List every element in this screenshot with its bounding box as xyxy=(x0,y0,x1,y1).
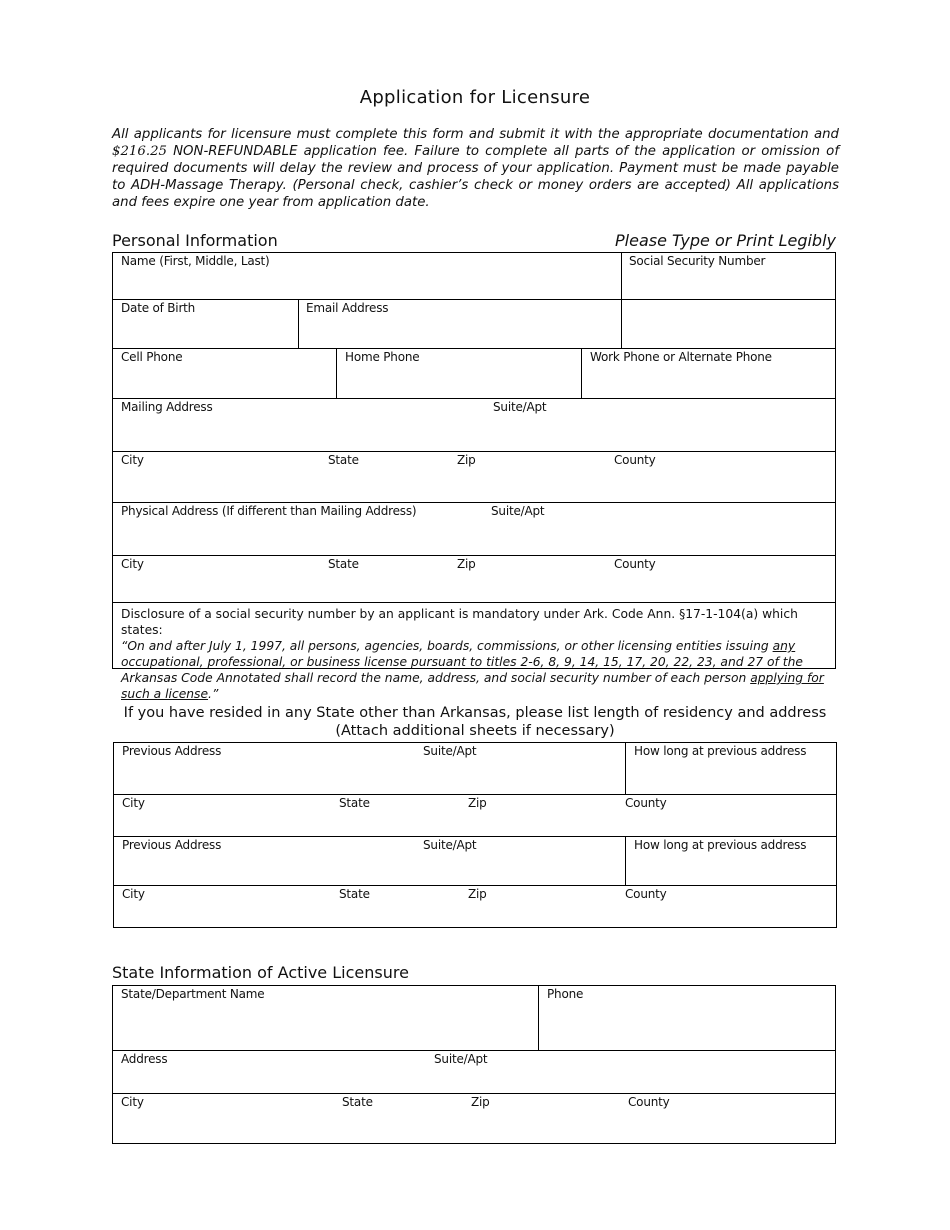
intro-text-2: NON-REFUNDABLE application fee. Failure to complete all parts of the application or omission of required documents will delay the review and process of your application. Payment must be made payable to ADH-Massage Therapy. (Personal check, cashier’s check or money orders are accepted) All applications and fees expire one year from application date. xyxy=(112,144,839,210)
fee-amount: $216.25 xyxy=(112,144,167,159)
email-field[interactable] xyxy=(298,300,621,348)
intro-paragraph xyxy=(112,126,839,211)
ssn-label: Social Security Number xyxy=(629,254,766,268)
prev-suite-label: Suite/Apt xyxy=(423,744,477,758)
ssn-field-continued[interactable] xyxy=(621,300,835,348)
ssn-field[interactable] xyxy=(621,253,835,299)
state-label: State xyxy=(339,796,370,810)
disclosure-quote-1: “On and after July 1, 1997, all persons, agencies, boards, commissions, or other licensing entities issuing xyxy=(121,639,773,653)
zip-label: Zip xyxy=(468,887,487,901)
dept-row xyxy=(113,986,835,1050)
personal-info-heading: Personal Information xyxy=(112,231,278,250)
prev-address-row-2 xyxy=(114,836,836,885)
dept-name-label: State/Department Name xyxy=(121,987,265,1001)
city-label: City xyxy=(122,796,145,810)
how-long-label: How long at previous address xyxy=(634,744,807,758)
work-phone-label: Work Phone or Alternate Phone xyxy=(590,350,772,364)
prev-address-field-2[interactable] xyxy=(114,837,625,885)
home-phone-field[interactable] xyxy=(336,349,581,398)
personal-info-table xyxy=(112,252,836,701)
state-label: State xyxy=(339,887,370,901)
prev-address-row-1 xyxy=(114,743,836,794)
dept-phone-label: Phone xyxy=(547,987,584,1001)
disclosure-quote-3: .” xyxy=(208,687,219,701)
zip-label: Zip xyxy=(457,453,476,467)
prev-city-row-1[interactable] xyxy=(114,794,836,836)
cell-phone-field[interactable] xyxy=(113,349,336,398)
disclosure-any: any xyxy=(772,639,796,653)
residency-subheading: (Attach additional sheets if necessary) xyxy=(335,723,615,739)
mailing-address-label: Mailing Address xyxy=(121,400,213,414)
city-label: City xyxy=(121,453,144,467)
dept-suite-label: Suite/Apt xyxy=(434,1052,488,1066)
disclosure-row xyxy=(113,602,835,701)
mailing-address-row[interactable] xyxy=(113,398,835,451)
dob-field[interactable] xyxy=(113,300,298,348)
disclosure-quote-2: occupational, professional, or business license pursuant to titles 2-6, 8, 9, 14, 15, 17, 20, 22, 23, and 27 of the Arkansas Code Annotated shall record the name, address, and social security number of each person xyxy=(121,655,803,685)
prev-address-field-1[interactable] xyxy=(114,743,625,794)
state-label: State xyxy=(342,1095,373,1109)
physical-address-row[interactable] xyxy=(113,502,835,555)
county-label: County xyxy=(614,453,656,467)
residency-heading: If you have resided in any State other than Arkansas, please list length of residency and address xyxy=(123,705,827,721)
disclosure-intro: Disclosure of a social security number by an applicant is mandatory under Ark. Code Ann. §17-1-104(a) which states: xyxy=(121,607,798,637)
name-row xyxy=(113,253,835,299)
how-long-field-1[interactable] xyxy=(625,743,836,794)
dept-phone-field[interactable] xyxy=(538,986,835,1050)
county-label: County xyxy=(625,796,667,810)
disclosure-applying: applying for such a license xyxy=(121,671,824,701)
physical-city-row[interactable] xyxy=(113,555,835,602)
county-label: County xyxy=(614,557,656,571)
prev-suite-label: Suite/Apt xyxy=(423,838,477,852)
phone-row xyxy=(113,348,835,398)
name-field[interactable] xyxy=(113,253,621,299)
residency-table xyxy=(113,742,837,928)
state-info-heading: State Information of Active Licensure xyxy=(112,963,409,982)
prev-address-label: Previous Address xyxy=(122,744,222,758)
page-title: Application for Licensure xyxy=(359,87,591,108)
dob-row xyxy=(113,299,835,348)
ssn-disclosure xyxy=(121,606,831,702)
print-legibly-note: Please Type or Print Legibly xyxy=(615,231,836,250)
prev-city-row-2[interactable] xyxy=(114,885,836,927)
city-label: City xyxy=(121,557,144,571)
state-info-table xyxy=(112,985,836,1144)
dept-city-row[interactable] xyxy=(113,1093,835,1143)
city-label: City xyxy=(122,887,145,901)
state-label: State xyxy=(328,453,359,467)
work-phone-field[interactable] xyxy=(581,349,835,398)
how-long-field-2[interactable] xyxy=(625,837,836,885)
city-label: City xyxy=(121,1095,144,1109)
name-label: Name (First, Middle, Last) xyxy=(121,254,270,268)
dept-name-field[interactable] xyxy=(113,986,538,1050)
dept-address-row[interactable] xyxy=(113,1050,835,1093)
disclosure-quote xyxy=(121,639,824,701)
zip-label: Zip xyxy=(468,796,487,810)
mailing-city-row[interactable] xyxy=(113,451,835,502)
county-label: County xyxy=(625,887,667,901)
prev-address-label: Previous Address xyxy=(122,838,222,852)
home-phone-label: Home Phone xyxy=(345,350,420,364)
how-long-label: How long at previous address xyxy=(634,838,807,852)
physical-address-label: Physical Address (If different than Mailing Address) xyxy=(121,504,417,518)
cell-phone-label: Cell Phone xyxy=(121,350,183,364)
state-label: State xyxy=(328,557,359,571)
mailing-suite-label: Suite/Apt xyxy=(493,400,547,414)
dob-label: Date of Birth xyxy=(121,301,196,315)
email-label: Email Address xyxy=(306,301,389,315)
zip-label: Zip xyxy=(457,557,476,571)
zip-label: Zip xyxy=(471,1095,490,1109)
county-label: County xyxy=(628,1095,670,1109)
dept-address-label: Address xyxy=(121,1052,168,1066)
intro-text-1: All applicants for licensure must complete this form and submit it with the appropriate documentation and xyxy=(112,127,839,142)
physical-suite-label: Suite/Apt xyxy=(491,504,545,518)
